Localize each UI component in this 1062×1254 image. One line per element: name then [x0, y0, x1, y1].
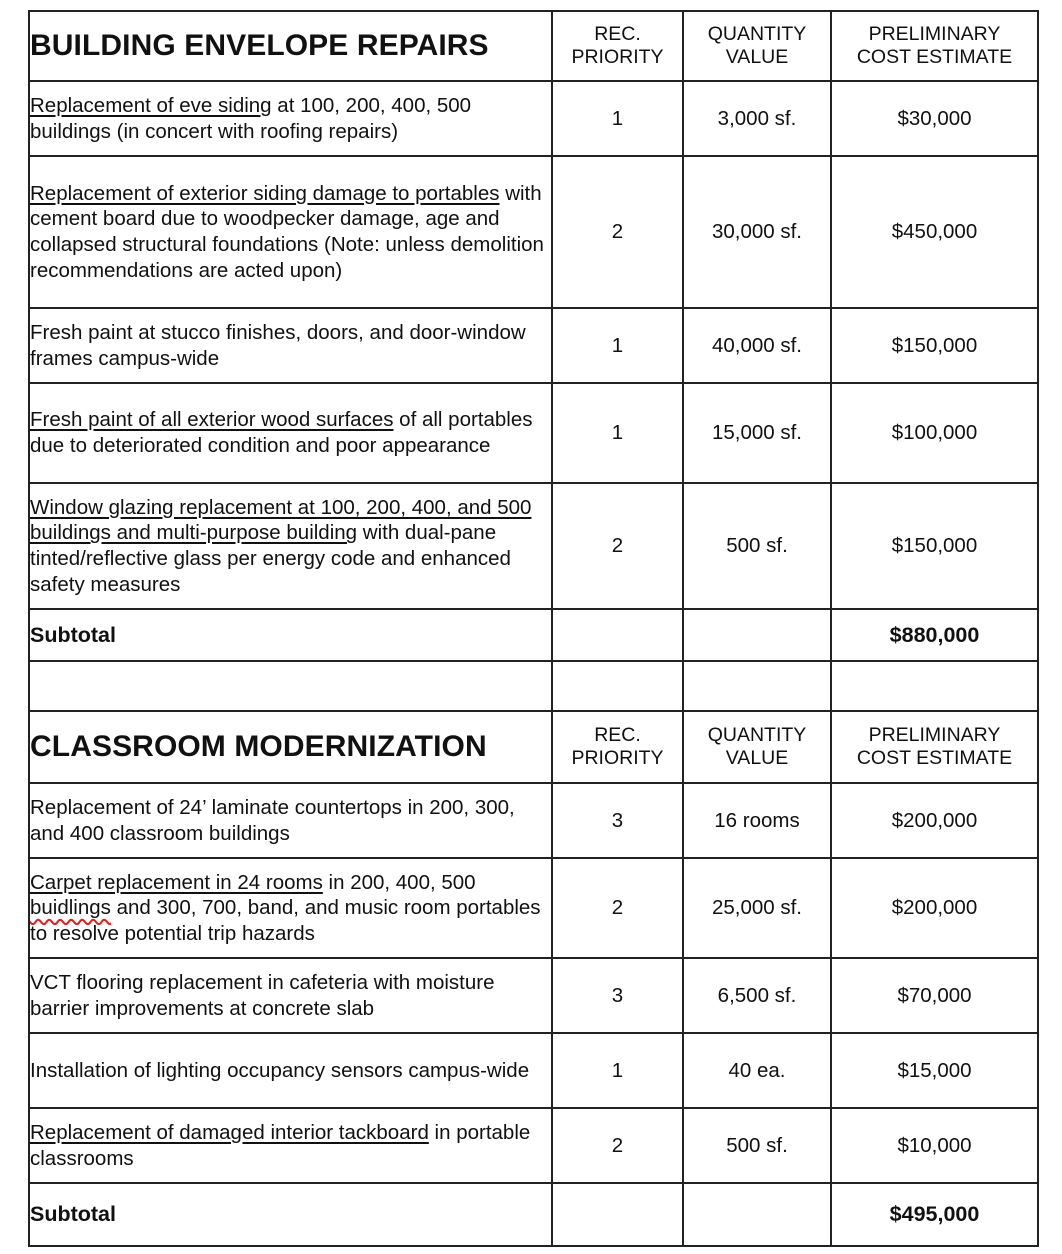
- table-row: [29, 483, 1038, 609]
- subtotal-value: $495,000: [831, 1183, 1038, 1246]
- item-description: Replacement of eve siding at 100, 200, 400, 500 buildings (in concert with roofing repairs): [29, 81, 552, 156]
- cost-header: PRELIMINARY COST ESTIMATE: [831, 11, 1038, 81]
- empty-cell: [29, 661, 552, 711]
- item-quantity: 6,500 sf.: [683, 958, 831, 1033]
- empty-cell: [552, 661, 683, 711]
- quantity-header: QUANTITY VALUE: [683, 11, 831, 81]
- empty-cell: [552, 1183, 683, 1246]
- item-quantity: 15,000 sf.: [683, 383, 831, 483]
- item-priority: 1: [552, 308, 683, 383]
- table-row: [29, 383, 1038, 483]
- item-description: Window glazing replacement at 100, 200, 400, and 500 buildings and multi-purpose building with dual-pane tinted/reflective glass per energy code and enhanced safety measures: [29, 483, 552, 609]
- item-priority: 2: [552, 858, 683, 958]
- item-description: Replacement of damaged interior tackboard in portable classrooms: [29, 1108, 552, 1183]
- item-cost: $200,000: [831, 858, 1038, 958]
- item-priority: 2: [552, 483, 683, 609]
- subtotal-value: $880,000: [831, 609, 1038, 661]
- item-cost: $450,000: [831, 156, 1038, 308]
- empty-cell: [683, 1183, 831, 1246]
- item-description: VCT flooring replacement in cafeteria with moisture barrier improvements at concrete slab: [29, 958, 552, 1033]
- item-description: Replacement of exterior siding damage to portables with cement board due to woodpecker damage, age and collapsed structural foundations (Note: unless demolition recommendations are acted upon): [29, 156, 552, 308]
- item-cost: $150,000: [831, 483, 1038, 609]
- item-description: Installation of lighting occupancy sensors campus-wide: [29, 1033, 552, 1108]
- empty-cell: [552, 609, 683, 661]
- item-description: Fresh paint at stucco finishes, doors, and door-window frames campus-wide: [29, 308, 552, 383]
- item-description: Replacement of 24’ laminate countertops in 200, 300, and 400 classroom buildings: [29, 783, 552, 858]
- cost-estimate-table: [28, 10, 1039, 1247]
- quantity-header: QUANTITY VALUE: [683, 711, 831, 783]
- section-title: CLASSROOM MODERNIZATION: [29, 711, 552, 783]
- item-cost: $30,000: [831, 81, 1038, 156]
- item-cost: $200,000: [831, 783, 1038, 858]
- subtotal-label: Subtotal: [29, 609, 552, 661]
- table-row: [29, 958, 1038, 1033]
- table-row: [29, 783, 1038, 858]
- cost-header: PRELIMINARY COST ESTIMATE: [831, 711, 1038, 783]
- table-row: [29, 81, 1038, 156]
- item-quantity: 30,000 sf.: [683, 156, 831, 308]
- item-quantity: 500 sf.: [683, 1108, 831, 1183]
- priority-header: REC. PRIORITY: [552, 11, 683, 81]
- table-row: [29, 1108, 1038, 1183]
- empty-cell: [683, 661, 831, 711]
- item-cost: $150,000: [831, 308, 1038, 383]
- item-priority: 1: [552, 81, 683, 156]
- item-quantity: 500 sf.: [683, 483, 831, 609]
- empty-cell: [831, 661, 1038, 711]
- item-quantity: 3,000 sf.: [683, 81, 831, 156]
- table-row: [29, 308, 1038, 383]
- item-cost: $15,000: [831, 1033, 1038, 1108]
- section-header-row: [29, 711, 1038, 783]
- item-priority: 3: [552, 958, 683, 1033]
- item-priority: 1: [552, 383, 683, 483]
- item-priority: 3: [552, 783, 683, 858]
- item-quantity: 25,000 sf.: [683, 858, 831, 958]
- table-row: [29, 156, 1038, 308]
- empty-cell: [683, 609, 831, 661]
- spacer-row: [29, 661, 1038, 711]
- section-title: BUILDING ENVELOPE REPAIRS: [29, 11, 552, 81]
- item-quantity: 40,000 sf.: [683, 308, 831, 383]
- item-priority: 1: [552, 1033, 683, 1108]
- table-row: [29, 1033, 1038, 1108]
- priority-header: REC. PRIORITY: [552, 711, 683, 783]
- section-header-row: [29, 11, 1038, 81]
- item-description: Fresh paint of all exterior wood surfaces of all portables due to deteriorated condition and poor appearance: [29, 383, 552, 483]
- item-quantity: 40 ea.: [683, 1033, 831, 1108]
- item-priority: 2: [552, 1108, 683, 1183]
- subtotal-label: Subtotal: [29, 1183, 552, 1246]
- item-quantity: 16 rooms: [683, 783, 831, 858]
- subtotal-row: [29, 609, 1038, 661]
- subtotal-row: [29, 1183, 1038, 1246]
- item-cost: $70,000: [831, 958, 1038, 1033]
- item-cost: $100,000: [831, 383, 1038, 483]
- item-cost: $10,000: [831, 1108, 1038, 1183]
- table-row: [29, 858, 1038, 958]
- item-description: Carpet replacement in 24 rooms in 200, 400, 500 buidlings and 300, 700, band, and music room portables to resolve potential trip hazards: [29, 858, 552, 958]
- item-priority: 2: [552, 156, 683, 308]
